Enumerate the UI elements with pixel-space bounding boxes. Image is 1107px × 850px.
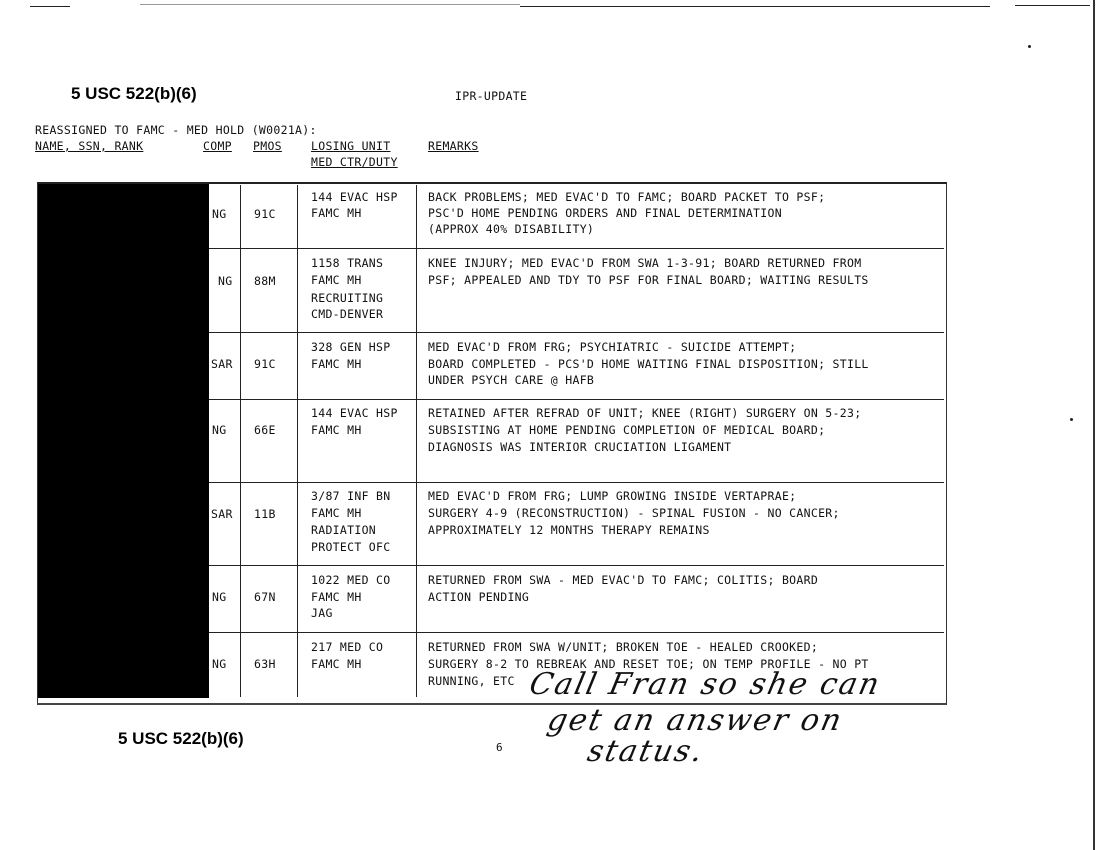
table-row-unit-line: FAMC MH [311, 423, 362, 437]
table-row-remarks-line: UNDER PSYCH CARE @ HAFB [428, 373, 595, 387]
page-number: 6 [496, 741, 503, 754]
table-row-pmos: 67N [254, 590, 276, 604]
table-row-unit-line: FAMC MH [311, 590, 362, 604]
row-divider [199, 399, 944, 400]
column-divider [297, 185, 298, 697]
table-row-pmos: 66E [254, 423, 276, 437]
column-header-losing-unit: LOSING UNIT [311, 139, 391, 153]
column-divider [240, 185, 241, 697]
redaction-box [38, 184, 209, 698]
table-row-unit-line: FAMC MH [311, 206, 362, 220]
table-row-unit-line: 3/87 INF BN [311, 489, 391, 503]
handwritten-note-line: Call Fran so she can [526, 667, 885, 702]
table-row-pmos: 11B [254, 507, 276, 521]
scan-edge-line [30, 6, 70, 7]
table-row-remarks-line: SURGERY 4-9 (RECONSTRUCTION) - SPINAL FUSION - NO CANCER; [428, 506, 840, 520]
foia-exemption-header: 5 USC 522(b)(6) [71, 84, 197, 103]
column-header-med-ctr: MED CTR/DUTY [311, 155, 398, 169]
table-row-unit-line: PROTECT OFC [311, 540, 391, 554]
scan-edge-line [140, 4, 520, 5]
column-header-remarks: REMARKS [428, 139, 479, 153]
table-row-unit-line: CMD-DENVER [311, 307, 384, 321]
table-row-remarks-line: PSF; APPEALED AND TDY TO PSF FOR FINAL BOARD; WAITING RESULTS [428, 273, 869, 287]
table-row-comp: NG [212, 590, 227, 604]
table-row-remarks-line: RUNNING, ETC [428, 674, 515, 688]
table-row-comp: SAR [211, 507, 233, 521]
table-row-unit-line: 144 EVAC HSP [311, 406, 398, 420]
table-row-remarks-line: SURGERY 8-2 TO REBREAK AND RESET TOE; ON TEMP PROFILE - NO PT [428, 657, 869, 671]
row-divider [199, 248, 944, 249]
table-row-comp: SAR [211, 357, 233, 371]
handwritten-note-line: get an answer on [544, 703, 847, 738]
table-row-remarks-line: MED EVAC'D FROM FRG; PSYCHIATRIC - SUICIDE ATTEMPT; [428, 340, 797, 354]
table-row-remarks-line: RETURNED FROM SWA W/UNIT; BROKEN TOE - HEALED CROOKED; [428, 640, 819, 654]
table-row-unit-line: FAMC MH [311, 273, 362, 287]
table-row-unit-line: FAMC MH [311, 357, 362, 371]
table-row-remarks-line: PSC'D HOME PENDING ORDERS AND FINAL DETERMINATION [428, 206, 782, 220]
table-row-remarks-line: SUBSISTING AT HOME PENDING COMPLETION OF MEDICAL BOARD; [428, 423, 826, 437]
table-row-remarks-line: BACK PROBLEMS; MED EVAC'D TO FAMC; BOARD PACKET TO PSF; [428, 190, 826, 204]
foia-exemption-footer: 5 USC 522(b)(6) [118, 729, 244, 748]
table-row-unit-line: 328 GEN HSP [311, 340, 391, 354]
table-row-comp: NG [212, 657, 227, 671]
row-divider [199, 332, 944, 333]
scan-edge-line [520, 6, 990, 7]
table-row-unit-line: RECRUITING [311, 291, 384, 305]
table-row-remarks-line: KNEE INJURY; MED EVAC'D FROM SWA 1-3-91; BOARD RETURNED FROM [428, 256, 862, 270]
table-row-remarks-line: MED EVAC'D FROM FRG; LUMP GROWING INSIDE VERTAPRAE; [428, 489, 797, 503]
column-divider [416, 185, 417, 697]
table-row-pmos: 91C [254, 357, 276, 371]
table-row-remarks-line: DIAGNOSIS WAS INTERIOR CRUCIATION LIGAMENT [428, 440, 732, 454]
table-row-unit-line: 1158 TRANS [311, 256, 384, 270]
table-row-pmos: 63H [254, 657, 276, 671]
table-row-remarks-line: BOARD COMPLETED - PCS'D HOME WAITING FINAL DISPOSITION; STILL [428, 357, 869, 371]
row-divider [199, 482, 944, 483]
column-header-comp: COMP [203, 139, 232, 153]
table-row-comp: NG [212, 423, 227, 437]
column-header-pmos: PMOS [253, 139, 282, 153]
column-header-name: NAME, SSN, RANK [35, 139, 144, 153]
report-title: IPR-UPDATE [455, 89, 528, 103]
table-row-unit-line: RADIATION [311, 523, 377, 537]
table-row-unit-line: 217 MED CO [311, 640, 384, 654]
row-divider [199, 565, 944, 566]
table-row-unit-line: 1022 MED CO [311, 573, 391, 587]
table-row-remarks-line: ACTION PENDING [428, 590, 530, 604]
row-divider [199, 632, 944, 633]
scan-speck [1070, 418, 1073, 421]
table-row-remarks-line: (APPROX 40% DISABILITY) [428, 222, 595, 236]
table-row-remarks-line: RETAINED AFTER REFRAD OF UNIT; KNEE (RIGHT) SURGERY ON 5-23; [428, 406, 862, 420]
table-row-pmos: 91C [254, 207, 276, 221]
section-heading: REASSIGNED TO FAMC - MED HOLD (W0021A): [35, 123, 317, 137]
table-row-remarks-line: APPROXIMATELY 12 MONTHS THERAPY REMAINS [428, 523, 710, 537]
table-row-pmos: 88M [254, 274, 276, 288]
table-row-remarks-line: RETURNED FROM SWA - MED EVAC'D TO FAMC; COLITIS; BOARD [428, 573, 819, 587]
table-row-unit-line: 144 EVAC HSP [311, 190, 398, 204]
table-row-unit-line: FAMC MH [311, 657, 362, 671]
scan-speck [1028, 45, 1031, 48]
page-edge [1093, 0, 1095, 850]
handwritten-note-line: status. [584, 734, 708, 769]
table-row-unit-line: JAG [311, 606, 333, 620]
table-row-comp: NG [218, 274, 233, 288]
table-row-unit-line: FAMC MH [311, 506, 362, 520]
table-row-comp: NG [212, 207, 227, 221]
scan-edge-line [1015, 5, 1090, 6]
